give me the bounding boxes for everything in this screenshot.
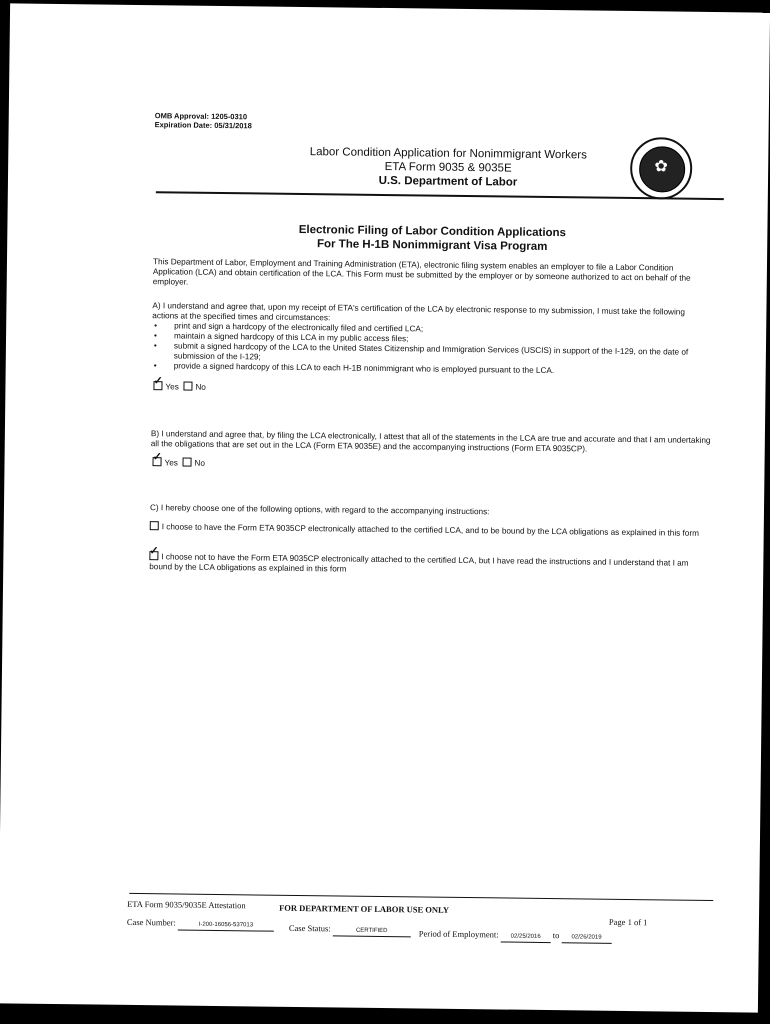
option-2-label: I choose not to have the Form ETA 9035CP electronically attached to the certified LCA, but I have read the instructions and I understand that I am bound by the LCA obligations as explained in this form — [149, 552, 689, 574]
option-2-checkbox[interactable] — [149, 545, 159, 560]
list-item: • print and sign a hardcopy of the electronically filed and certified LCA; — [154, 321, 424, 334]
section-a-no-checkbox[interactable] — [183, 382, 192, 391]
section-c-text: C) I hereby choose one of the following options, with regard to the accompanying instructions: — [149, 503, 490, 517]
section-a-bullets — [152, 321, 713, 378]
list-item: • submit a signed hardcopy of the LCA to the United States Citizenship and Immigration Services (USCIS) in support of the I-129, on the date of submission of the I-129; — [153, 341, 689, 362]
section-c-option-1 — [150, 521, 710, 539]
footer-case-number — [127, 917, 274, 932]
intro-paragraph: This Department of Labor, Employment and Training Administration (ETA), electronic filing system enables an employer to file a Labor Condition Application (LCA) and obtain certification of the LCA. This Form must be submitted by the employer or by someone authorized to act on behalf of the employer. — [152, 257, 691, 287]
option-1-label: I choose to have the Form ETA 9035CP electronically attached to the certified LCA, and to be bound by the LCA obligations as explained in this form — [161, 522, 699, 538]
header-line-3: U.S. Department of Labor — [378, 174, 518, 189]
section-b-no-label: No — [194, 458, 205, 468]
case-status-label: Case Status: — [288, 922, 331, 934]
case-number-label: Case Number: — [126, 916, 176, 928]
option-1-checkbox[interactable] — [150, 521, 159, 530]
checkmark-icon: ✓ — [149, 545, 159, 558]
period-from-value: 02/25/2016 — [501, 931, 551, 943]
document-page — [0, 3, 770, 1012]
period-label: Period of Employment: — [418, 928, 499, 940]
section-c-option-2 — [149, 545, 709, 579]
title-line-1: Electronic Filing of Labor Condition Applications — [298, 223, 567, 240]
section-a-text: A) I understand and agree that, upon my receipt of ETA's certification of the LCA by electronic response to my submission, I must take the following actions at the specified times and circumstances: — [152, 301, 685, 323]
section-b-yes-checkbox[interactable] — [152, 451, 162, 466]
section-a-yes-checkbox[interactable] — [153, 375, 163, 390]
list-item: • maintain a signed hardcopy of this LCA in my public access files; — [154, 331, 409, 344]
footer-form-label: ETA Form 9035/9035E Attestation — [127, 898, 246, 911]
title-line-2: For The H-1B Nonimmigrant Visa Program — [316, 238, 548, 253]
header-line-2: ETA Form 9035 & 9035E — [384, 160, 512, 175]
section-a-no-label: No — [195, 382, 206, 392]
header-divider — [156, 191, 724, 200]
omb-expiration: Expiration Date: 05/31/2018 — [154, 120, 252, 131]
list-item: • provide a signed hardcopy of this LCA to each H-1B nonimmigrant who is employed pursuant to the LCA. — [153, 361, 555, 376]
section-b-yes-label: Yes — [164, 458, 178, 468]
omb-approval: OMB Approval: 1205-0310 — [154, 111, 248, 122]
period-to-label: to — [552, 930, 560, 941]
checkmark-icon: ✓ — [153, 375, 163, 388]
dol-seal-icon: ✿ — [630, 137, 693, 200]
section-b-no-checkbox[interactable] — [182, 458, 191, 467]
footer-case-status — [289, 923, 411, 937]
case-status-value: CERTIFIED — [333, 925, 411, 937]
footer-page-number: Page 1 of 1 — [608, 916, 648, 928]
footer-period — [419, 928, 612, 943]
header-line-1: Labor Condition Application for Nonimmigrant Workers — [309, 146, 587, 162]
section-b-text: B) I understand and agree that, by filing the LCA electronically, I attest that all of the statements in the LCA are true and accurate and that I am undertaking all the obligations that are set out in the LCA (Form ETA 9035E) and the accompanying instructions (Form ETA 9035CP). — [150, 429, 711, 454]
form-header — [298, 145, 598, 191]
checkmark-icon: ✓ — [152, 451, 162, 464]
document-title — [217, 222, 647, 255]
footer-dol-use: FOR DEPARTMENT OF LABOR USE ONLY — [279, 902, 450, 915]
omb-info — [155, 111, 252, 130]
period-to-value: 02/26/2019 — [561, 932, 611, 944]
section-a-choice — [153, 375, 206, 393]
section-a-yes-label: Yes — [165, 382, 179, 392]
case-number-value: I-200-16056-537013 — [178, 920, 274, 932]
section-b-choice — [152, 451, 205, 469]
